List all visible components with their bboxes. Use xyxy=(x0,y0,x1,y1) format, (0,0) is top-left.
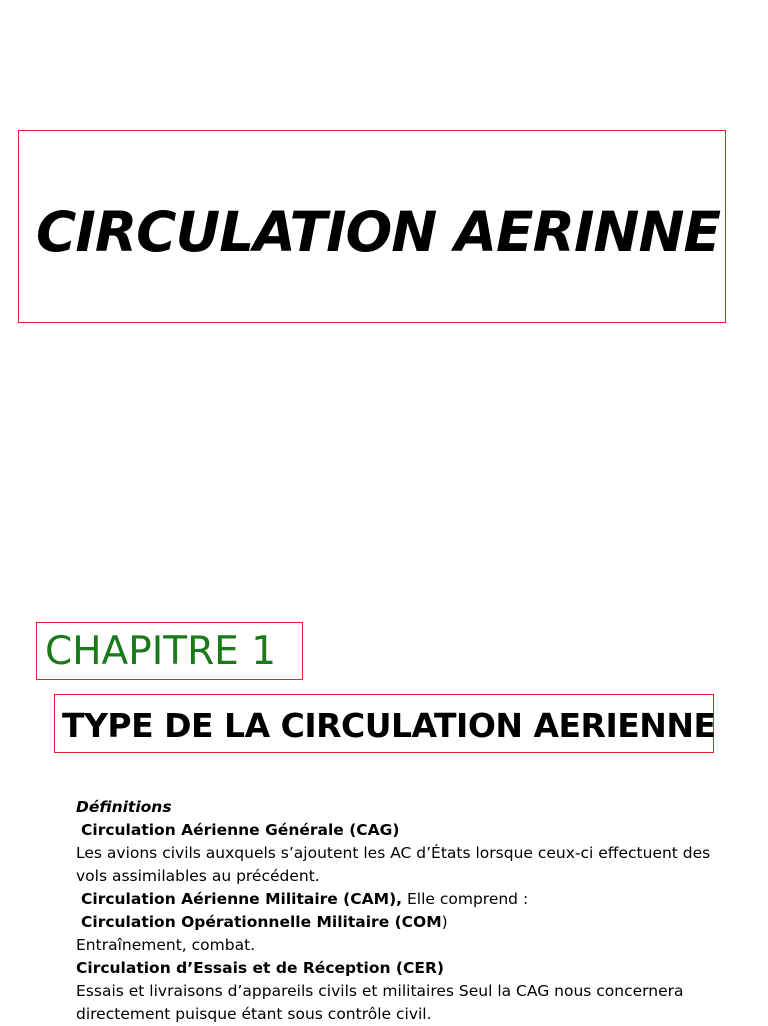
cer-text-line: directement puisque étant sous contrôle civil. xyxy=(76,1005,432,1023)
cag-text-line: Les avions civils auxquels s’ajoutent les AC d’États lorsque ceux-ci effectuent des xyxy=(76,844,711,862)
cam-line xyxy=(76,888,716,911)
cag-heading: Circulation Aérienne Générale (CAG) xyxy=(81,821,400,839)
com-text: Entraînement, combat. xyxy=(76,936,256,954)
page-title: CIRCULATION AERINNE xyxy=(36,200,721,264)
cer-heading: Circulation d’Essais et de Réception (CER) xyxy=(76,959,444,977)
cag-text-line: vols assimilables au précédent. xyxy=(76,867,320,885)
cam-heading: Circulation Aérienne Militaire (CAM), xyxy=(81,890,403,908)
com-heading: Circulation Opérationnelle Militaire (COM xyxy=(81,913,442,931)
definitions-heading: Définitions xyxy=(76,798,172,816)
cam-suffix: Elle comprend : xyxy=(402,890,529,908)
chapter-label: CHAPITRE 1 xyxy=(45,629,277,674)
section-title: TYPE DE LA CIRCULATION AERIENNE xyxy=(62,706,716,745)
definitions-block xyxy=(76,796,716,1026)
cer-text-line: Essais et livraisons d’appareils civils et militaires Seul la CAG nous concernera xyxy=(76,982,684,1000)
com-line xyxy=(76,911,716,934)
com-suffix: ) xyxy=(441,913,448,931)
